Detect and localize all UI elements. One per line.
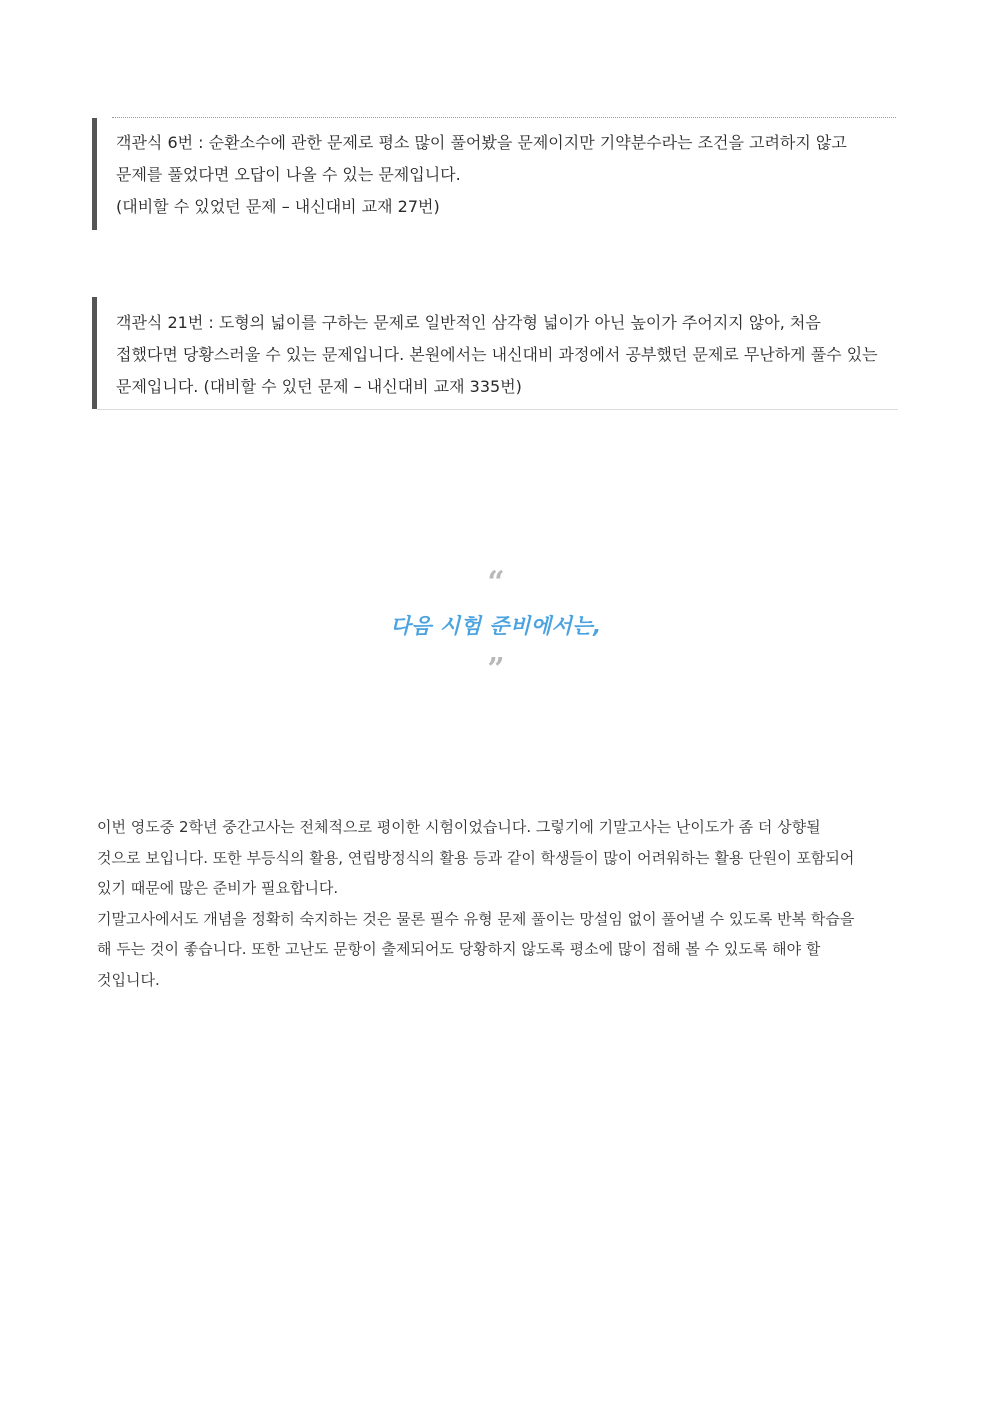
- callout-line: (대비할 수 있었던 문제 – 내신대비 교재 27번): [116, 197, 440, 216]
- callout-line: 객관식 21번 : 도형의 넓이를 구하는 문제로 일반적인 삼각형 넓이가 아닌 높이가 주어지지 않아, 처음: [116, 313, 821, 332]
- callout-bottom-rule: [97, 409, 898, 410]
- quote-heading: 다음 시험 준비에서는,: [390, 614, 602, 638]
- body-line: 이번 영도중 2학년 중간고사는 전체적으로 평이한 시험이었습니다. 그렇기에 기말고사는 난이도가 좀 더 상향될: [97, 818, 821, 836]
- close-quote-icon: ”: [487, 652, 505, 687]
- body-line: 것입니다.: [97, 970, 160, 989]
- body-line: 있기 때문에 많은 준비가 필요합니다.: [97, 879, 339, 897]
- open-quote-icon: “: [487, 565, 505, 600]
- callout-line: 문제입니다. (대비할 수 있던 문제 – 내신대비 교재 335번): [116, 377, 522, 396]
- callout-line: 문제를 풀었다면 오답이 나올 수 있는 문제입니다.: [116, 165, 461, 184]
- callout-question-21: [92, 297, 897, 409]
- callout-line: 객관식 6번 : 순환소수에 관한 문제로 평소 많이 풀어봤을 문제이지만 기약분수라는 조건을 고려하지 않고: [116, 133, 847, 152]
- body-line: 해 두는 것이 좋습니다. 또한 고난도 문항이 출제되어도 당황하지 않도록 평소에 많이 접해 볼 수 있도록 해야 할: [97, 940, 821, 958]
- body-line: 기말고사에서도 개념을 정확히 숙지하는 것은 물론 필수 유형 문제 풀이는 망설임 없이 풀어낼 수 있도록 반복 학습을: [97, 909, 855, 928]
- body-line: 것으로 보입니다. 또한 부등식의 활용, 연립방정식의 활용 등과 같이 학생들이 많이 어려워하는 활용 단원이 포함되어: [97, 848, 855, 867]
- summary-paragraph: [97, 812, 897, 995]
- callout-question-6: [92, 118, 872, 230]
- callout-line: 접했다면 당황스러울 수 있는 문제입니다. 본원에서는 내신대비 과정에서 공부했던 문제로 무난하게 풀수 있는: [116, 345, 878, 364]
